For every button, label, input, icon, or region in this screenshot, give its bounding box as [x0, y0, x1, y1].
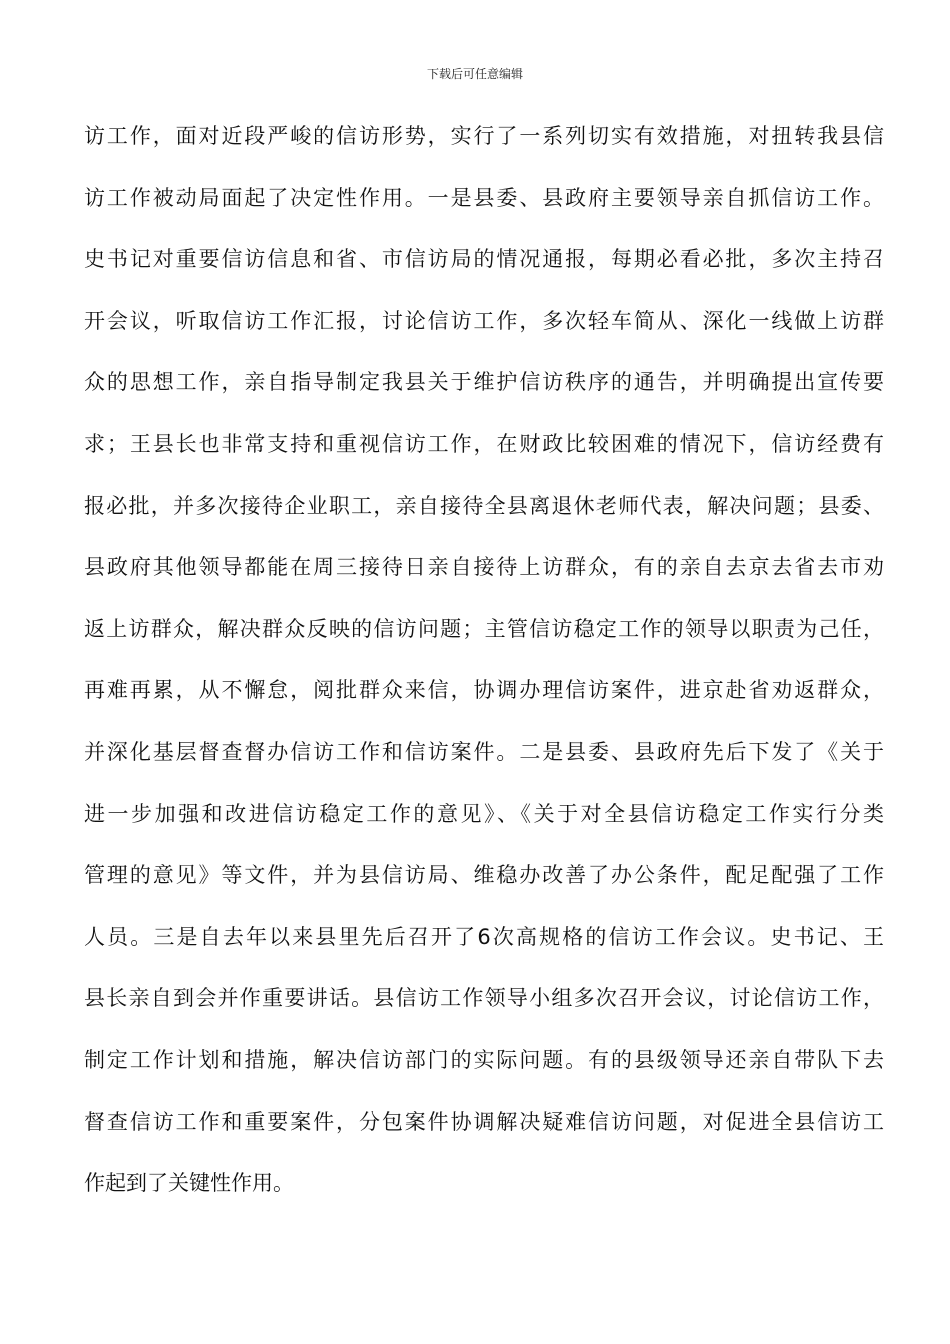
paragraph-line: 制定工作计划和措施，解决信访部门的实际问题。有的县级领导还亲自带队下去 [84, 1047, 884, 1072]
paragraph-line: 史书记对重要信访信息和省、市信访局的情况通报，每期必看必批，多次主持召 [84, 247, 884, 272]
paragraph-line: 访工作被动局面起了决定性作用。一是县委、县政府主要领导亲自抓信访工作。 [84, 185, 884, 210]
paragraph-line: 作起到了关键性作用。 [84, 1171, 294, 1196]
paragraph-line: 开会议，听取信访工作汇报，讨论信访工作，多次轻车简从、深化一线做上访群 [84, 308, 884, 333]
paragraph-line: 访工作，面对近段严峻的信访形势，实行了一系列切实有效措施，对扭转我县信 [84, 124, 884, 148]
paragraph-line: 管理的意见》等文件，并为县信访局、维稳办改善了办公条件，配足配强了工作 [84, 863, 884, 888]
paragraph-line: 返上访群众，解决群众反映的信访问题；主管信访稳定工作的领导以职责为己任， [84, 616, 884, 641]
paragraph-line: 县政府其他领导都能在周三接待日亲自接待上访群众，有的亲自去京去省去市劝 [84, 555, 884, 580]
paragraph-line: 进一步加强和改进信访稳定工作的意见》、《关于对全县信访稳定工作实行分类 [84, 801, 884, 826]
paragraph-line: 人员。三是自去年以来县里先后召开了6次高规格的信访工作会议。史书记、王 [84, 924, 884, 949]
document-body [84, 118, 884, 1227]
page-header: 下载后可任意编辑 [426, 67, 523, 81]
paragraph-line: 求；王县长也非常支持和重视信访工作，在财政比较困难的情况下，信访经费有 [84, 431, 884, 456]
paragraph-line: 众的思想工作，亲自指导制定我县关于维护信访秩序的通告，并明确提出宣传要 [84, 370, 884, 395]
paragraph-line: 报必批，并多次接待企业职工，亲自接待全县离退休老师代表，解决问题；县委、 [84, 493, 884, 518]
paragraph-line: 督查信访工作和重要案件，分包案件协调解决疑难信访问题，对促进全县信访工 [84, 1109, 884, 1134]
paragraph-line: 再难再累，从不懈怠，阅批群众来信，协调办理信访案件，进京赴省劝返群众， [84, 678, 884, 703]
paragraph-line: 并深化基层督查督办信访工作和信访案件。二是县委、县政府先后下发了《关于 [84, 739, 884, 764]
paragraph-line: 县长亲自到会并作重要讲话。县信访工作领导小组多次召开会议，讨论信访工作， [84, 986, 884, 1011]
